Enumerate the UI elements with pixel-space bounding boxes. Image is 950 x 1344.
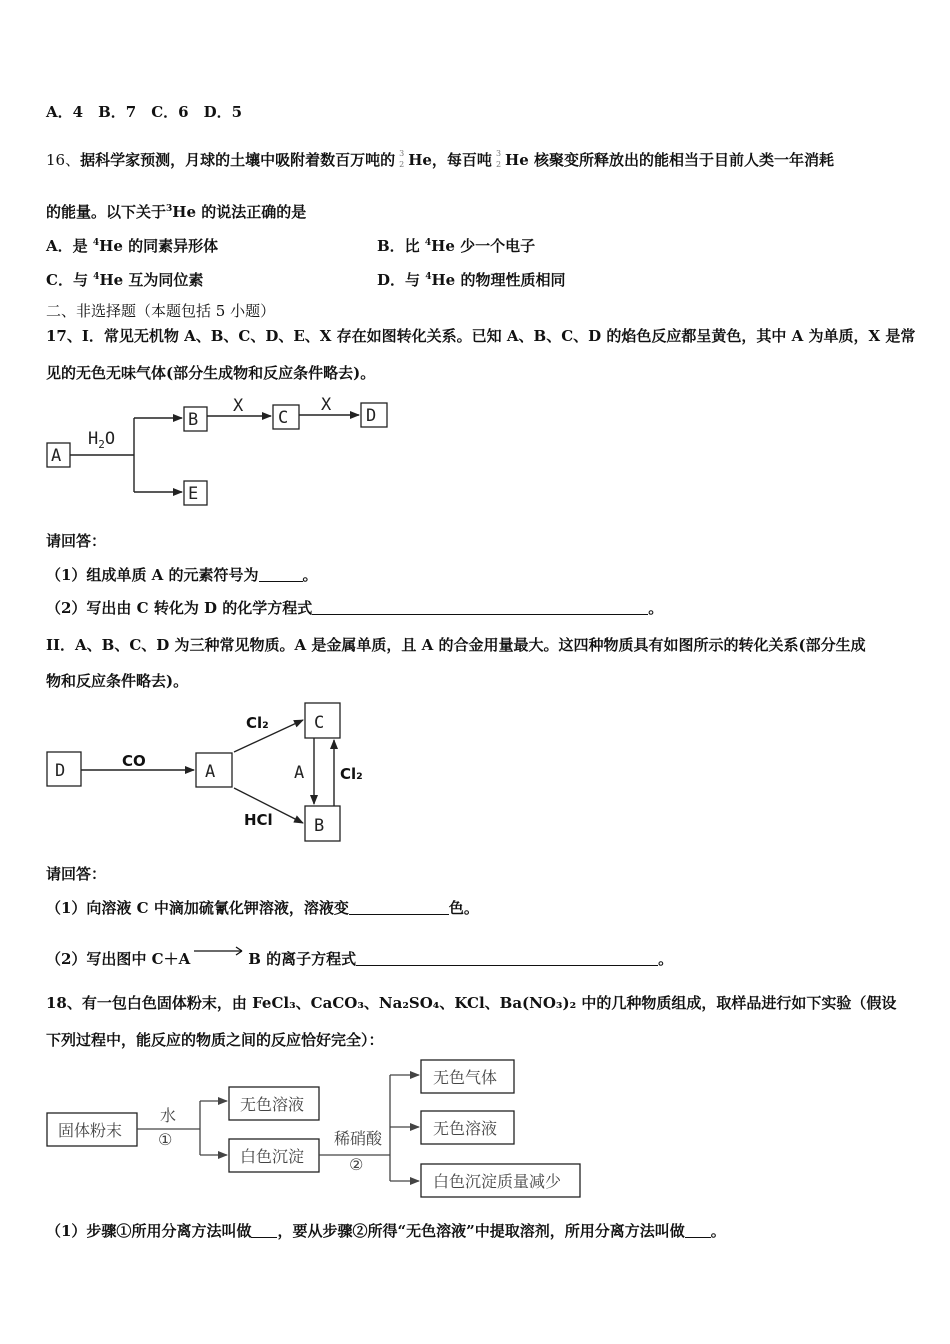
flow-label-solid-powder: 固体粉末 xyxy=(58,1121,123,1140)
d1-water-h: $H_2O$ xyxy=(88,429,116,451)
helium-symbol: He xyxy=(408,151,432,169)
q16-text-1: 据科学家预测，月球的土壤中吸附着数百万吨的 xyxy=(80,151,396,169)
q16-option-a: A．是 $^4$He 的同素异形体 xyxy=(46,237,219,255)
isotope-notation: 3 2 xyxy=(399,149,405,169)
d2-reagent-a: A xyxy=(294,763,305,783)
q16-option-d: D．与 $^4$He 的物理性质相同 xyxy=(377,271,566,289)
flow-label-water: 水 xyxy=(160,1106,177,1125)
flow-label-step2: ② xyxy=(349,1155,364,1174)
flow-label-ppt1: 白色沉淀 xyxy=(240,1147,305,1166)
flow-label-gas: 无色气体 xyxy=(433,1068,498,1087)
q17-part2-line1: II．A、B、C、D 为三种常见物质。A 是金属单质，且 A 的合金用量最大。这四种物质具有如图所示的转化关系(部分生成 xyxy=(46,636,866,654)
d2-label-a: A xyxy=(205,762,216,782)
d1-label-d: D xyxy=(366,406,377,426)
q17-line2: 见的无色无味气体(部分生成物和反应条件略去)。 xyxy=(46,364,376,382)
d2-reagent-cl2-top: Cl₂ xyxy=(246,714,269,732)
flow-label-sol2: 无色溶液 xyxy=(433,1119,498,1138)
q18-line1: 18、有一包白色固体粉末，由 FeCl₃、CaCO₃、Na₂SO₄、KCl、Ba(NO₃)₂ 中的几种物质组成，取样品进行如下实验（假设 xyxy=(46,994,897,1012)
flow-label-nitric-acid: 稀硝酸 xyxy=(334,1129,383,1148)
q17-part2-line2: 物和反应条件略去)。 xyxy=(46,672,189,690)
d1-label-a: A xyxy=(51,446,62,466)
q18-line2: 下列过程中，能反应的物质之间的反应恰好完全）： xyxy=(46,1031,384,1049)
q18-sub1: （1）步骤①所用分离方法叫做 ，要从步骤②所得“无色溶液”中提取溶剂，所用分离方法叫做 。 xyxy=(46,1222,726,1240)
d1-reagent-x2: X xyxy=(321,395,332,415)
q17-answer-prompt-2: 请回答： xyxy=(46,865,107,883)
q17-sub1: （1）组成单质 A 的元素符号为 。 xyxy=(46,566,318,584)
answer-blank[interactable] xyxy=(251,1222,277,1238)
d2-label-d: D xyxy=(55,761,66,781)
d2-reagent-cl2-right: Cl₂ xyxy=(340,765,363,783)
d2-label-b: B xyxy=(314,816,325,836)
d1-label-b: B xyxy=(188,410,199,430)
q15-options: A．4 B．7 C．6 D．5 xyxy=(46,103,243,121)
q17-line1: 17、I．常见无机物 A、B、C、D、E、X 存在如图转化关系。已知 A、B、C、D 的焰色反应都呈黄色，其中 A 为单质，X 是常 xyxy=(46,327,916,345)
q17-sub4: （2）写出图中 C＋A B 的离子方程式 。 xyxy=(46,944,673,969)
answer-blank[interactable] xyxy=(685,1222,711,1238)
q17-answer-prompt-1: 请回答： xyxy=(46,532,107,550)
q17-sub3: （1）向溶液 C 中滴加硫氰化钾溶液，溶液变 色。 xyxy=(46,899,479,917)
q16-option-c: C．与 $^4$He 互为同位素 xyxy=(46,271,204,289)
q16-text-2: ，每百吨 xyxy=(431,151,492,169)
q17-sub2: （2）写出由 C 转化为 D 的化学方程式 。 xyxy=(46,599,664,617)
d1-label-e: E xyxy=(188,484,199,504)
d2-reagent-co: CO xyxy=(122,752,146,770)
d2-label-c: C xyxy=(314,713,325,733)
section-2-heading: 二、非选择题（本题包括 5 小题） xyxy=(46,302,276,320)
d2-reagent-hcl: HCl xyxy=(244,811,273,829)
flow-label-step1: ① xyxy=(158,1130,173,1149)
q16-number: 16、 xyxy=(46,151,81,169)
q16-line2: 的能量。以下关于$^3$He 的说法正确的是 xyxy=(46,203,307,221)
isotope-notation-2: 3 2 xyxy=(495,149,502,169)
q16-option-b: B．比 $^4$He 少一个电子 xyxy=(377,237,536,255)
d1-label-c: C xyxy=(278,408,289,428)
q16-text-3: He 核聚变所释放出的能相当于目前人类一年消耗 xyxy=(505,151,834,169)
flow-label-sol1: 无色溶液 xyxy=(240,1095,305,1114)
d1-reagent-x1: X xyxy=(233,396,244,416)
flow-label-ppt2: 白色沉淀质量减少 xyxy=(433,1172,562,1191)
